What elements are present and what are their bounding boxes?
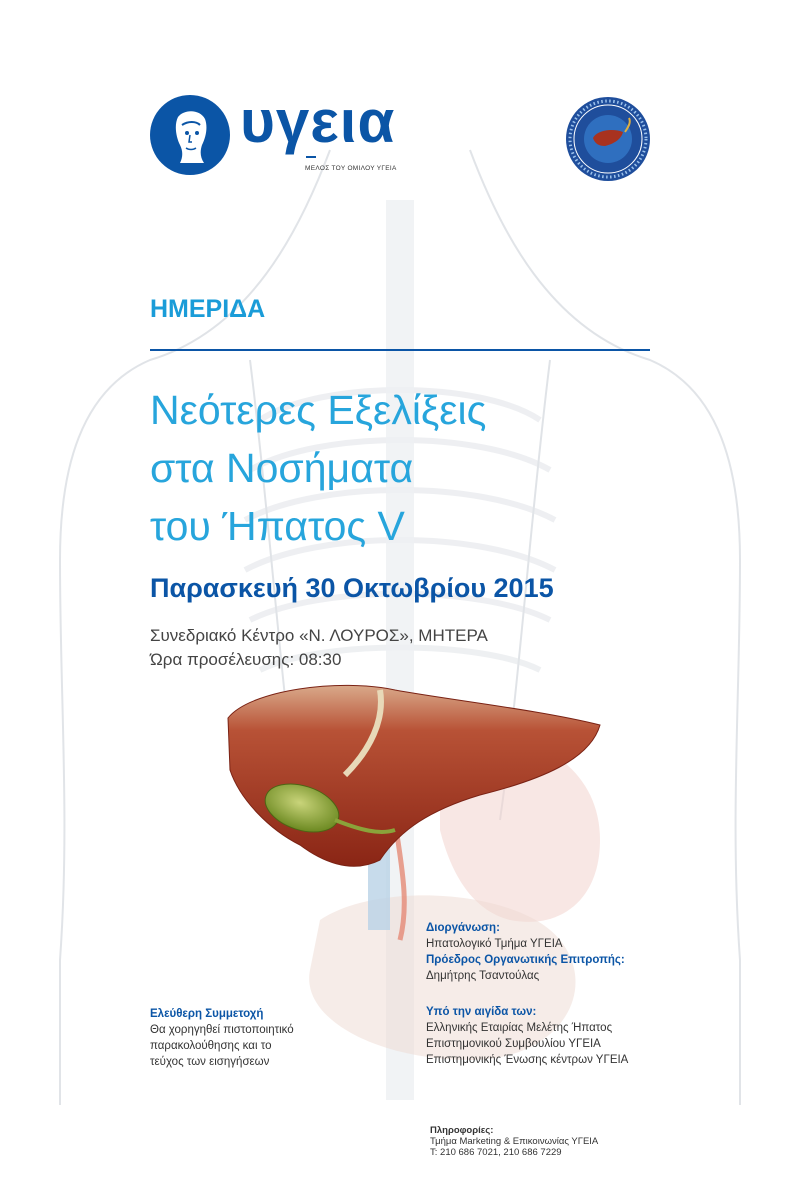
footer-dept: Τμήμα Marketing & Επικοινωνίας ΥΓΕΙΑ [430, 1136, 599, 1147]
event-arrival-time: Ώρα προσέλευσης: 08:30 [150, 650, 342, 669]
auspices-label: Υπό την αιγίδα των: [426, 1006, 537, 1018]
brand-tagline: ΜΕΛΟΣ ΤΟΥ ΟΜΙΛΟΥ ΥΓΕΙΑ [305, 165, 397, 172]
hospital-logo-icon [150, 95, 230, 175]
participation-line: Θα χορηγηθεί πιστοποιητικό [150, 1024, 294, 1036]
organizer-label: Διοργάνωση: [426, 922, 500, 934]
auspices-item: Επιστημονικής Ένωσης κέντρων ΥΓΕΙΑ [426, 1054, 629, 1066]
event-title-line-1: Νεότερες Εξελίξεις [150, 387, 487, 433]
event-title-line-2: στα Νοσήματα [150, 445, 414, 491]
logo-underline [306, 156, 316, 158]
footer-phones: Τ: 210 686 7021, 210 686 7229 [430, 1147, 562, 1158]
participation-info [150, 1006, 294, 1070]
divider [150, 349, 650, 351]
society-seal-icon [565, 96, 651, 182]
brand-logo-text: υγεια [240, 88, 396, 155]
organizer-value: Ηπατολογικό Τμήμα ΥΓΕΙΑ [426, 938, 563, 950]
chair-value: Δημήτρης Τσαντούλας [426, 970, 540, 982]
event-type: ΗΜΕΡΙΔΑ [150, 295, 266, 323]
auspices-item: Επιστημονικού Συμβουλίου ΥΓΕΙΑ [426, 1038, 601, 1050]
event-venue: Συνεδριακό Κέντρο «Ν. ΛΟΥΡΟΣ», ΜΗΤΕΡΑ [150, 626, 488, 645]
chair-label: Πρόεδρος Οργανωτικής Επιτροπής: [426, 954, 625, 966]
participation-line: τεύχος των εισηγήσεων [150, 1056, 270, 1068]
footer-label: Πληροφορίες: [430, 1125, 494, 1136]
participation-label: Ελεύθερη Συμμετοχή [150, 1008, 264, 1020]
event-title-line-3: του Ήπατος V [150, 503, 405, 549]
event-date: Παρασκευή 30 Οκτωβρίου 2015 [150, 573, 554, 603]
participation-line: παρακολούθησης και το [150, 1040, 272, 1052]
organization-info [426, 920, 628, 1068]
footer-contact [430, 1125, 598, 1158]
auspices-item: Ελληνικής Εταιρίας Μελέτης Ήπατος [426, 1022, 613, 1034]
